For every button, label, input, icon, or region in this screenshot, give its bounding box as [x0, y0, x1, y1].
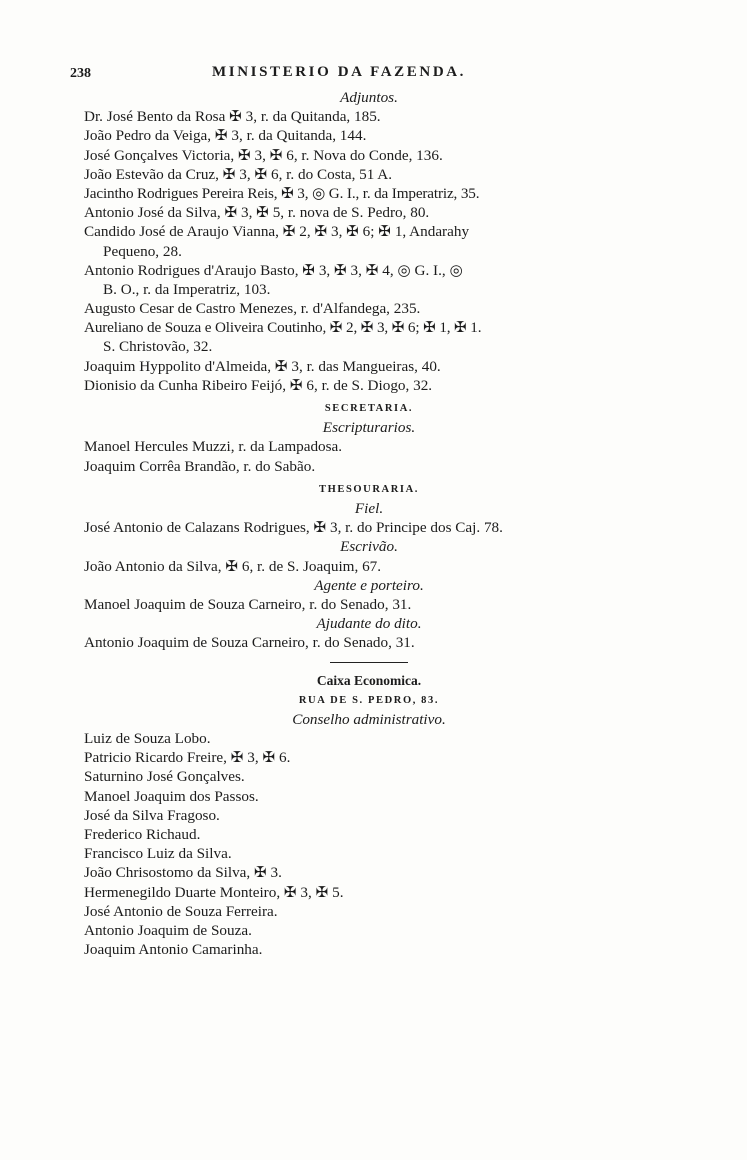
ajudante-heading: Ajudante do dito.	[316, 615, 422, 633]
list-item: José Antonio de Calazans Rodrigues, ✠ 3, r. do Principe dos Caj. 78.	[84, 519, 503, 537]
list-item: Dionisio da Cunha Ribeiro Feijó, ✠ 6, r. de S. Diogo, 32.	[84, 376, 433, 394]
escripturarios-heading: Escripturarios.	[322, 419, 416, 437]
list-item: Patricio Ricardo Freire, ✠ 3, ✠ 6.	[84, 749, 291, 767]
adjuntos-list	[84, 107, 654, 395]
conselho-heading: Conselho administrativo.	[292, 710, 446, 728]
fiel-heading: Fiel.	[354, 499, 384, 517]
list-item: José da Silva Fragoso.	[84, 806, 220, 824]
escrivao-heading: Escrivão.	[340, 538, 398, 556]
list-item: Jacintho Rodrigues Pereira Reis, ✠ 3, ◎ G. I., r. da Imperatriz, 35.	[84, 184, 480, 202]
list-item: Saturnino José Gonçalves.	[84, 768, 245, 786]
section-divider	[330, 662, 408, 663]
list-item: Manoel Joaquim dos Passos.	[84, 787, 259, 805]
list-item: Candido José de Araujo Vianna, ✠ 2, ✠ 3, ✠ 6; ✠ 1, Andarahy	[84, 223, 470, 241]
caixa-heading: Caixa Economica.	[316, 673, 422, 689]
list-item-continuation: B. O., r. da Imperatriz, 103.	[103, 280, 271, 298]
list-item: João Estevão da Cruz, ✠ 3, ✠ 6, r. do Costa, 51 A.	[84, 165, 393, 183]
list-item: Luiz de Souza Lobo.	[84, 730, 211, 747]
list-item: Joaquim Hyppolito d'Almeida, ✠ 3, r. das Mangueiras, 40.	[84, 357, 441, 375]
list-item: Antonio Joaquim de Souza Carneiro, r. do Senado, 31.	[84, 634, 415, 652]
secretaria-heading: SECRETARIA.	[324, 403, 414, 414]
list-item: José Gonçalves Victoria, ✠ 3, ✠ 6, r. Nova do Conde, 136.	[84, 146, 443, 164]
page-number: 238	[70, 66, 91, 81]
running-title: MINISTERIO DA FAZENDA.	[212, 64, 467, 80]
list-item: João Antonio da Silva, ✠ 6, r. de S. Joaquim, 67.	[84, 557, 382, 575]
document-page	[70, 62, 654, 959]
list-item: Augusto Cesar de Castro Menezes, r. d'Alfandega, 235.	[84, 300, 421, 318]
agente-heading: Agente e porteiro.	[314, 576, 424, 594]
thesouraria-heading: THESOURARIA.	[318, 483, 419, 495]
list-item: Joaquim Corrêa Brandão, r. do Sabão.	[84, 457, 316, 475]
list-item: Frederico Richaud.	[84, 825, 201, 843]
list-item: João Pedro da Veiga, ✠ 3, r. da Quitanda, 144.	[84, 127, 367, 145]
adjuntos-heading: Adjuntos.	[340, 89, 398, 106]
list-item: Manoel Hercules Muzzi, r. da Lampadosa.	[84, 438, 343, 456]
list-item: Antonio José da Silva, ✠ 3, ✠ 5, r. nova de S. Pedro, 80.	[84, 204, 430, 222]
list-item: Dr. José Bento da Rosa ✠ 3, r. da Quitanda, 185.	[84, 108, 381, 126]
page-header	[70, 62, 654, 88]
caixa-address: RUA DE S. PEDRO, 83.	[298, 694, 440, 706]
list-item: Manoel Joaquim de Souza Carneiro, r. do Senado, 31.	[84, 595, 412, 613]
list-item: Aureliano de Souza e Oliveira Coutinho, ✠ 2, ✠ 3, ✠ 6; ✠ 1, ✠ 1.	[84, 319, 482, 337]
list-item: João Chrisostomo da Silva, ✠ 3.	[84, 864, 282, 882]
conselho-list	[84, 729, 654, 959]
list-item-continuation: S. Christovão, 32.	[103, 338, 213, 356]
list-item: Hermenegildo Duarte Monteiro, ✠ 3, ✠ 5.	[84, 883, 344, 901]
list-item: Antonio Joaquim de Souza.	[84, 921, 252, 939]
list-item: Francisco Luiz da Silva.	[84, 845, 232, 863]
list-item: José Antonio de Souza Ferreira.	[84, 902, 278, 920]
list-item: Joaquim Antonio Camarinha.	[84, 941, 263, 959]
list-item-continuation: Pequeno, 28.	[103, 242, 182, 260]
list-item: Antonio Rodrigues d'Araujo Basto, ✠ 3, ✠ 3, ✠ 4, ◎ G. I., ◎	[84, 261, 463, 279]
